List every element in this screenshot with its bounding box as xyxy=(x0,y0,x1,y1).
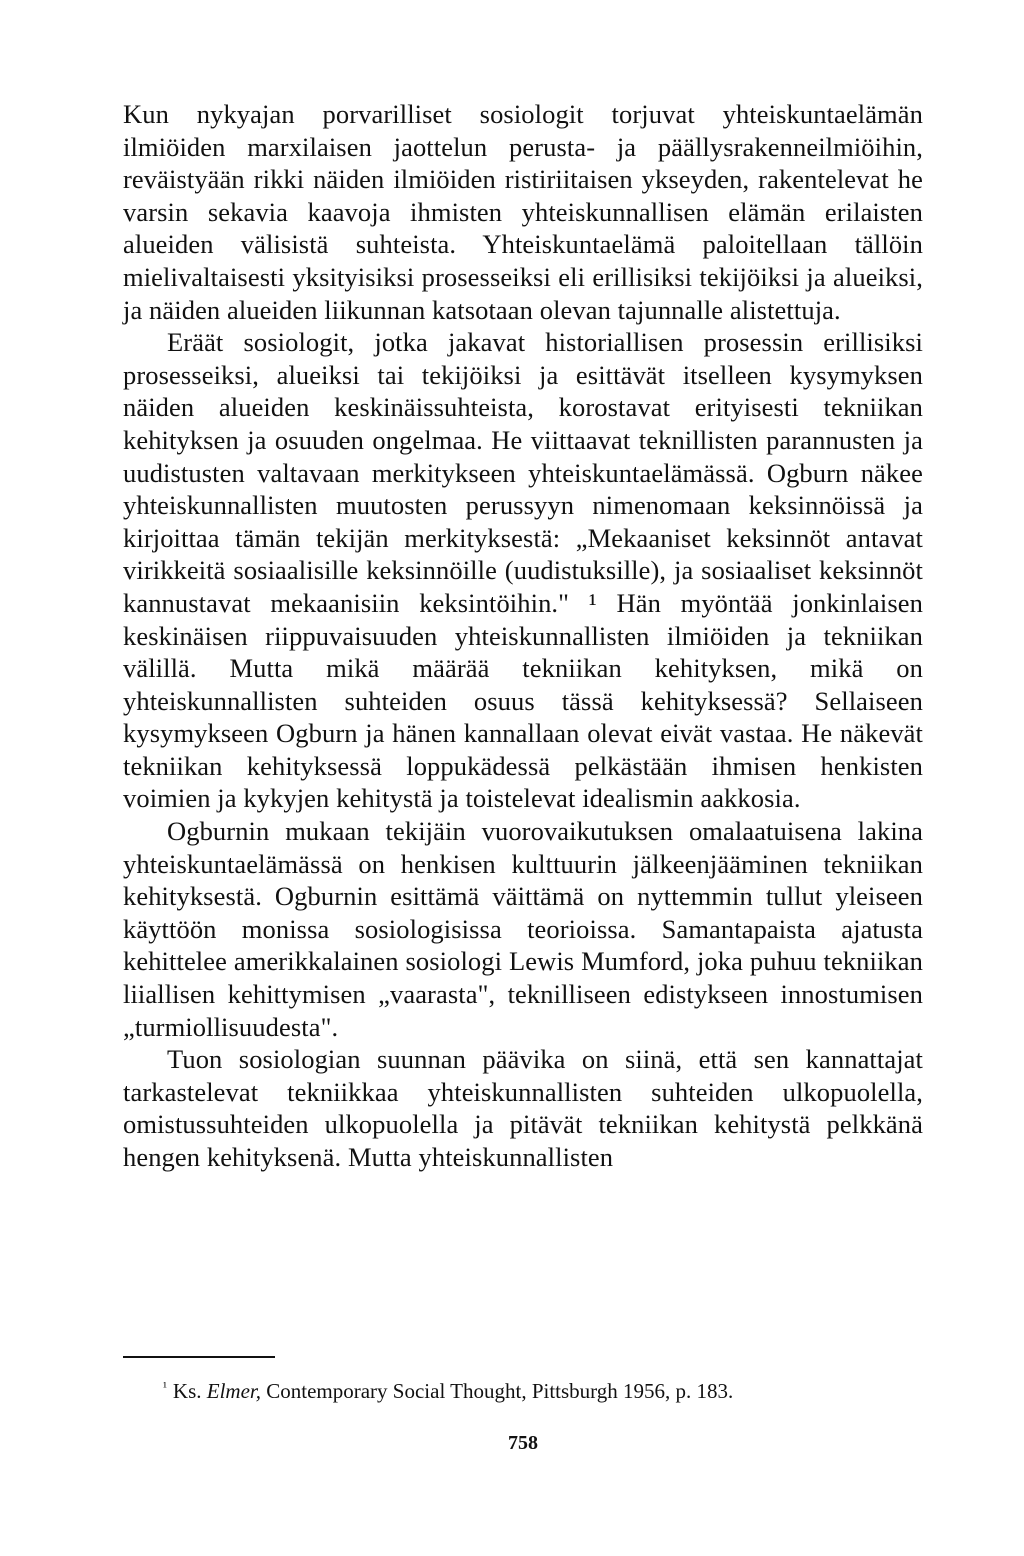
footnote-marker: ¹ xyxy=(163,1379,167,1394)
footnote-prefix: Ks. xyxy=(172,1379,202,1403)
footnote-citation: Contemporary Social Thought, Pittsburgh 1956, p. 183. xyxy=(266,1379,734,1403)
paragraph-3: Ogburnin mukaan tekijäin vuorovaikutuksen omalaatuisena lakina yhteiskuntaelämässä on henkisen kulttuurin jälkeenjääminen tekniikan kehityksestä. Ogburnin esittämä väittämä on nyttemmin tullut yleiseen käyttöön monissa sosiologisissa teorioissa. Samantapaista ajatusta kehittelee amerikkalainen sosiologi Lewis Mumford, joka puhuu tekniikan liiallisen kehittymisen „vaarasta", teknilliseen edistykseen innostumisen „turmiollisuudesta". xyxy=(123,816,923,1042)
footnote xyxy=(163,1374,923,1404)
book-page xyxy=(123,98,923,1518)
paragraph-4: Tuon sosiologian suunnan päävika on siinä, että sen kannattajat tarkastelevat tekniikkaa yhteiskunnallisten suhteiden ulkopuolella, omistussuhteiden ulkopuolella ja pitävät tekniikan kehitystä pelkkänä hengen kehityksenä. Mutta yhteiskunnallisten xyxy=(123,1044,923,1172)
body-text xyxy=(123,98,923,1174)
paragraph-1: Kun nykyajan porvarilliset sosiologit torjuvat yhteiskuntaelämän ilmiöiden marxilaisen jaottelun perusta- ja päällysrakenneilmiöihin, reväistyään rikki näiden ilmiöiden ristiriitaisen ykseyden, rakentelevat he varsin sekavia kaavoja ihmisten yhteiskunnallisen elämän erilaisten alueiden välisistä suhteista. Yhteiskuntaelämä paloitellaan tällöin mielivaltaisesti yksityisiksi prosesseiksi eli erillisiksi tekijöiksi ja alueiksi, ja näiden alueiden liikunnan katsotaan olevan tajunnalle alistettuja. xyxy=(123,99,923,325)
page-number: 758 xyxy=(508,1432,538,1454)
footnote-author: Elmer, xyxy=(206,1379,261,1403)
paragraph-2: Eräät sosiologit, jotka jakavat historiallisen prosessin erillisiksi prosesseiksi, alueiksi tai tekijöiksi ja esittävät itselleen kysymyksen näiden alueiden keskinäissuhteista, korostavat erityisesti tekniikan kehityksen ja osuuden ongelmaa. He viittaavat teknillisten parannusten ja uudistusten valtavaan merkitykseen yhteiskuntaelämässä. Ogburn näkee yhteiskunnallisten muutosten perussyyn nimenomaan keksinnöissä ja kirjoittaa tämän tekijän merkityksestä: „Mekaaniset keksinnöt antavat virikkeitä sosiaalisille keksinnöille (uudistuksille), ja sosiaaliset keksinnöt kannustavat mekaanisiin keksintöihin." ¹ Hän myöntää jonkinlaisen keskinäisen riippuvaisuuden yhteiskunnallisten ilmiöiden ja tekniikan välillä. Mutta mikä määrää tekniikan kehityksen, mikä on yhteiskunnallisten suhteiden osuus tässä kehityksessä? Sellaiseen kysymykseen Ogburn ja hänen kannallaan olevat eivät vastaa. He näkevät tekniikan kehityksessä loppukädessä pelkästään ihmisen henkisten voimien ja kykyjen kehitystä ja toistelevat idealismin aakkosia. xyxy=(123,327,923,814)
footnote-divider xyxy=(123,1356,275,1358)
